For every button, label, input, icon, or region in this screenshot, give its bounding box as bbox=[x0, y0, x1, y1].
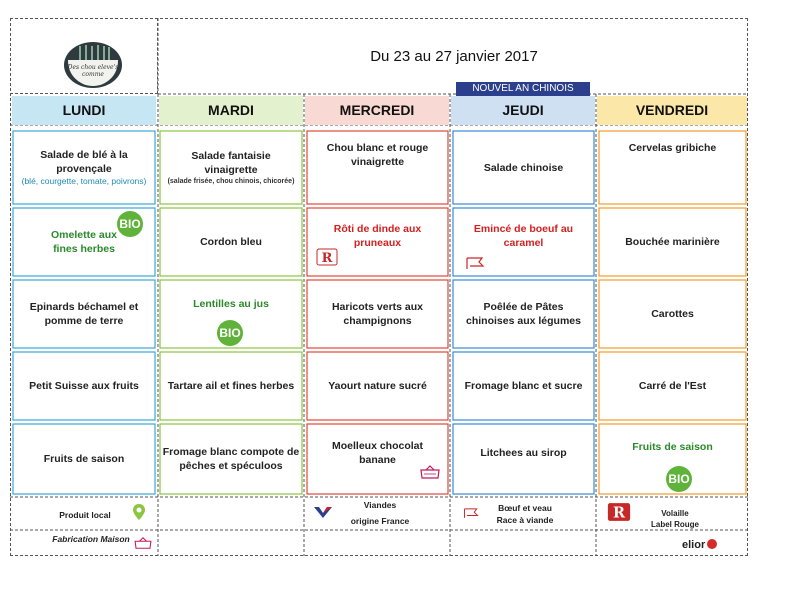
laitage-vendredi bbox=[599, 352, 746, 420]
dessert-jeudi-text: Litchees au sirop bbox=[480, 447, 567, 459]
legend-viandes-1: Viandes bbox=[363, 500, 397, 510]
bio-badge-icon: BIO bbox=[217, 320, 243, 346]
day-header-mercredi: MERCREDI bbox=[339, 102, 415, 118]
plat-vendredi-text: Bouchée marinière bbox=[625, 236, 720, 248]
accomp-mercredi-text: Haricots verts aux champignons bbox=[331, 301, 424, 327]
laitage-mardi bbox=[160, 352, 302, 420]
home-made-icon bbox=[418, 464, 442, 480]
laitage-lundi-text: Petit Suisse aux fruits bbox=[29, 380, 139, 392]
plat-jeudi-text: Emincé de boeuf au caramel bbox=[473, 223, 574, 249]
accomp-lundi-text: Epinards béchamel et pomme de terre bbox=[29, 301, 139, 327]
entree-vendredi bbox=[599, 131, 746, 204]
cantine-logo-icon bbox=[64, 42, 122, 88]
dessert-mardi-text: Fromage blanc compote de pêches et spéculoos bbox=[162, 446, 300, 472]
legend-produit-local: Produit local bbox=[59, 510, 111, 520]
entree-mercredi bbox=[307, 131, 448, 204]
accomp-mercredi bbox=[307, 280, 448, 348]
label-rouge-legend-icon bbox=[606, 502, 632, 522]
dessert-mardi bbox=[160, 424, 302, 494]
accomp-jeudi bbox=[453, 280, 594, 348]
elior-text: elior bbox=[682, 539, 706, 551]
plat-mardi bbox=[160, 208, 302, 276]
laitage-mardi-text: Tartare ail et fines herbes bbox=[167, 380, 295, 392]
menu-title: Du 23 au 27 janvier 2017 bbox=[370, 48, 538, 65]
svg-text:R: R bbox=[321, 251, 333, 266]
svg-text:R: R bbox=[613, 504, 625, 522]
bio-badge-icon: BIO bbox=[666, 466, 692, 492]
legend-volaille-2: Label Rouge bbox=[650, 520, 699, 529]
legend-boeuf-1: Bœuf et veau bbox=[498, 503, 552, 513]
entree-lundi bbox=[13, 131, 155, 204]
location-pin-icon bbox=[132, 503, 146, 521]
dessert-vendredi-text: Fruits de saison bbox=[632, 441, 713, 453]
accomp-vendredi-text: Carottes bbox=[651, 308, 694, 320]
day-header-lundi: LUNDI bbox=[62, 102, 106, 118]
plat-lundi-text: Omelette aux fines herbes bbox=[51, 229, 117, 255]
dessert-lundi bbox=[13, 424, 155, 494]
entree-mercredi-text: Chou blanc et rouge vinaigrette bbox=[326, 142, 429, 168]
accomp-lundi bbox=[13, 280, 155, 348]
laitage-jeudi-text: Fromage blanc et sucre bbox=[464, 380, 583, 392]
boeuf-race-icon bbox=[464, 254, 486, 272]
accomp-mardi-text: Lentilles au jus bbox=[193, 298, 269, 310]
laitage-mercredi-text: Yaourt nature sucré bbox=[328, 380, 427, 392]
boeuf-race-legend-icon bbox=[462, 504, 480, 522]
dessert-lundi-text: Fruits de saison bbox=[43, 453, 125, 465]
entree-jeudi-text: Salade chinoise bbox=[483, 161, 564, 174]
laitage-mercredi bbox=[307, 352, 448, 420]
plat-vendredi bbox=[599, 208, 746, 276]
entree-mardi-main: Salade fantaisie vinaigrette bbox=[191, 149, 271, 176]
entree-lundi-main: Salade de blé à la provençale bbox=[40, 149, 128, 175]
bio-badge-icon: BIO bbox=[117, 211, 143, 237]
accomp-vendredi bbox=[599, 280, 746, 348]
entree-lundi-detail: (blé, courgette, tomate, poivrons) bbox=[21, 176, 147, 186]
accomp-jeudi-text: Poêlée de Pâtes chinoises aux légumes bbox=[466, 301, 581, 327]
plat-mardi-text: Cordon bleu bbox=[200, 236, 262, 248]
logo-text: Des chou eleve's comme bbox=[67, 64, 119, 78]
elior-logo bbox=[682, 539, 717, 551]
entree-mardi-detail: (salade frisée, chou chinois, chicorée) bbox=[167, 177, 295, 185]
entree-vendredi-text: Cervelas gribiche bbox=[628, 142, 717, 154]
entree-mardi bbox=[160, 131, 302, 204]
plat-mercredi-text: Rôti de dinde aux pruneaux bbox=[333, 223, 422, 249]
laitage-lundi bbox=[13, 352, 155, 420]
legend-volaille-1: Volaille bbox=[661, 509, 689, 518]
day-header-jeudi: JEUDI bbox=[502, 102, 544, 118]
label-rouge-icon bbox=[316, 248, 338, 266]
day-header-vendredi: VENDREDI bbox=[635, 102, 709, 118]
day-header-mardi: MARDI bbox=[208, 102, 254, 118]
legend-viandes-2: origine France bbox=[350, 516, 410, 526]
entree-jeudi bbox=[453, 131, 594, 204]
home-made-legend-icon bbox=[132, 536, 154, 550]
dessert-mercredi-text: Moelleux chocolat banane bbox=[331, 440, 424, 466]
special-banner: NOUVEL AN CHINOIS bbox=[456, 82, 590, 96]
logo-box bbox=[10, 18, 158, 94]
legend-fabrication-maison: Fabrication Maison bbox=[52, 534, 130, 544]
elior-dot-icon bbox=[707, 539, 717, 549]
viande-france-icon bbox=[312, 505, 334, 519]
laitage-jeudi bbox=[453, 352, 594, 420]
dessert-jeudi bbox=[453, 424, 594, 494]
laitage-vendredi-text: Carré de l'Est bbox=[638, 380, 707, 392]
legend-boeuf-2: Race à viande bbox=[496, 515, 554, 525]
dessert-mercredi bbox=[307, 424, 448, 494]
